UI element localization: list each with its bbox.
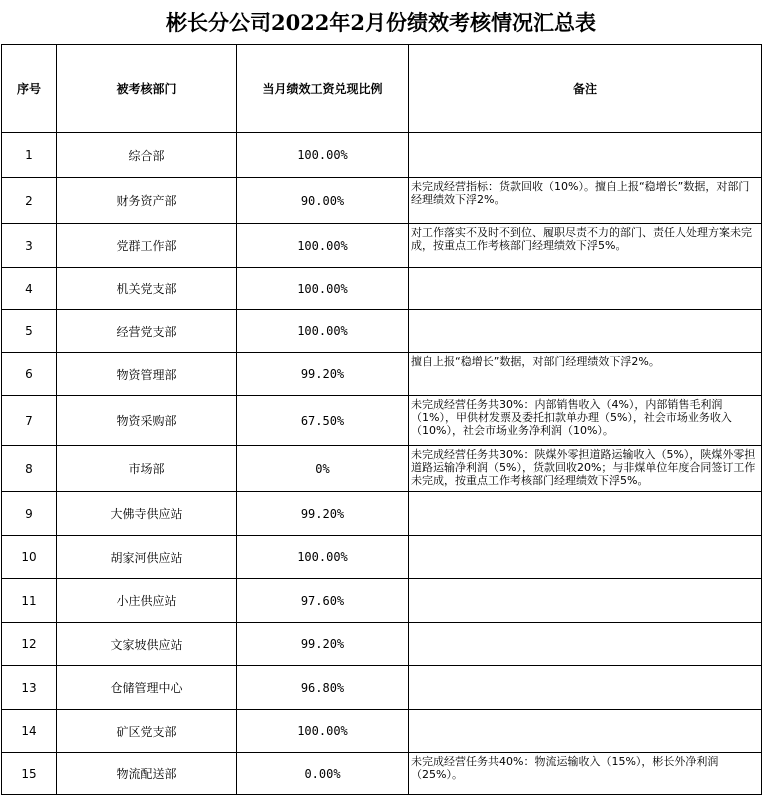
table-row	[2, 268, 762, 310]
header-dept: 被考核部门	[57, 45, 237, 133]
page-title: 彬长分公司2022年2月份绩效考核情况汇总表	[165, 10, 597, 35]
row-note	[409, 133, 762, 178]
row-index: 9	[2, 492, 57, 536]
row-index: 7	[2, 396, 57, 446]
row-dept: 市场部	[57, 446, 237, 492]
row-index: 15	[2, 753, 57, 795]
row-dept: 机关党支部	[57, 268, 237, 310]
row-ratio: 100.00%	[237, 710, 409, 753]
row-dept: 综合部	[57, 133, 237, 178]
header-row	[2, 45, 762, 133]
row-dept: 文家坡供应站	[57, 623, 237, 666]
row-ratio: 67.50%	[237, 396, 409, 446]
header-ratio: 当月绩效工资兑现比例	[237, 45, 409, 133]
row-ratio: 100.00%	[237, 133, 409, 178]
row-note	[409, 710, 762, 753]
row-note: 未完成经营指标：货款回收（10%）。擅自上报“稳增长”数据，对部门经理绩效下浮2%。	[409, 178, 762, 224]
table-row	[2, 310, 762, 353]
table-row	[2, 178, 762, 224]
row-dept: 财务资产部	[57, 178, 237, 224]
table-row	[2, 753, 762, 795]
row-index: 13	[2, 666, 57, 710]
row-index: 6	[2, 353, 57, 396]
row-dept: 仓储管理中心	[57, 666, 237, 710]
row-note	[409, 268, 762, 310]
row-ratio: 100.00%	[237, 268, 409, 310]
row-ratio: 100.00%	[237, 536, 409, 579]
table-row	[2, 353, 762, 396]
row-note	[409, 492, 762, 536]
row-index: 8	[2, 446, 57, 492]
header-index: 序号	[2, 45, 57, 133]
row-dept: 胡家河供应站	[57, 536, 237, 579]
row-index: 10	[2, 536, 57, 579]
row-dept: 经营党支部	[57, 310, 237, 353]
row-dept: 物流配送部	[57, 753, 237, 795]
row-index: 5	[2, 310, 57, 353]
row-dept: 矿区党支部	[57, 710, 237, 753]
row-ratio: 99.20%	[237, 623, 409, 666]
row-ratio: 99.20%	[237, 353, 409, 396]
table-row	[2, 536, 762, 579]
row-ratio: 0.00%	[237, 753, 409, 795]
table-row	[2, 492, 762, 536]
row-note	[409, 310, 762, 353]
row-note: 未完成经营任务共30%：内部销售收入（4%），内部销售毛利润（1%），甲供材发票及委托扣款单办理（5%），社会市场业务收入（10%），社会市场业务净利润（10%）。	[409, 396, 762, 446]
row-dept: 大佛寺供应站	[57, 492, 237, 536]
table-row	[2, 579, 762, 623]
row-dept: 物资管理部	[57, 353, 237, 396]
row-dept: 党群工作部	[57, 224, 237, 268]
row-ratio: 0%	[237, 446, 409, 492]
table-row	[2, 666, 762, 710]
row-index: 4	[2, 268, 57, 310]
row-ratio: 100.00%	[237, 224, 409, 268]
header-note: 备注	[409, 45, 762, 133]
row-note	[409, 579, 762, 623]
table-row	[2, 446, 762, 492]
performance-table	[1, 44, 762, 795]
table-row	[2, 623, 762, 666]
row-note: 对工作落实不及时不到位、履职尽责不力的部门、责任人处理方案未完成，按重点工作考核部门经理绩效下浮5%。	[409, 224, 762, 268]
row-ratio: 97.60%	[237, 579, 409, 623]
row-index: 2	[2, 178, 57, 224]
row-ratio: 100.00%	[237, 310, 409, 353]
row-dept: 小庄供应站	[57, 579, 237, 623]
table-row	[2, 710, 762, 753]
row-ratio: 99.20%	[237, 492, 409, 536]
row-index: 12	[2, 623, 57, 666]
row-note: 未完成经营任务共40%：物流运输收入（15%），彬长外净利润（25%）。	[409, 753, 762, 795]
row-note: 未完成经营任务共30%：陕煤外零担道路运输收入（5%），陕煤外零担道路运输净利润（5%），货款回收20%；与非煤单位年度合同签订工作未完成，按重点工作考核部门经理绩效下浮5%。	[409, 446, 762, 492]
row-index: 3	[2, 224, 57, 268]
row-index: 11	[2, 579, 57, 623]
row-note: 擅自上报“稳增长”数据，对部门经理绩效下浮2%。	[409, 353, 762, 396]
row-note	[409, 536, 762, 579]
row-index: 14	[2, 710, 57, 753]
table-row	[2, 224, 762, 268]
table-row	[2, 133, 762, 178]
row-note	[409, 623, 762, 666]
row-index: 1	[2, 133, 57, 178]
row-dept: 物资采购部	[57, 396, 237, 446]
row-ratio: 96.80%	[237, 666, 409, 710]
table-row	[2, 396, 762, 446]
row-note	[409, 666, 762, 710]
row-ratio: 90.00%	[237, 178, 409, 224]
